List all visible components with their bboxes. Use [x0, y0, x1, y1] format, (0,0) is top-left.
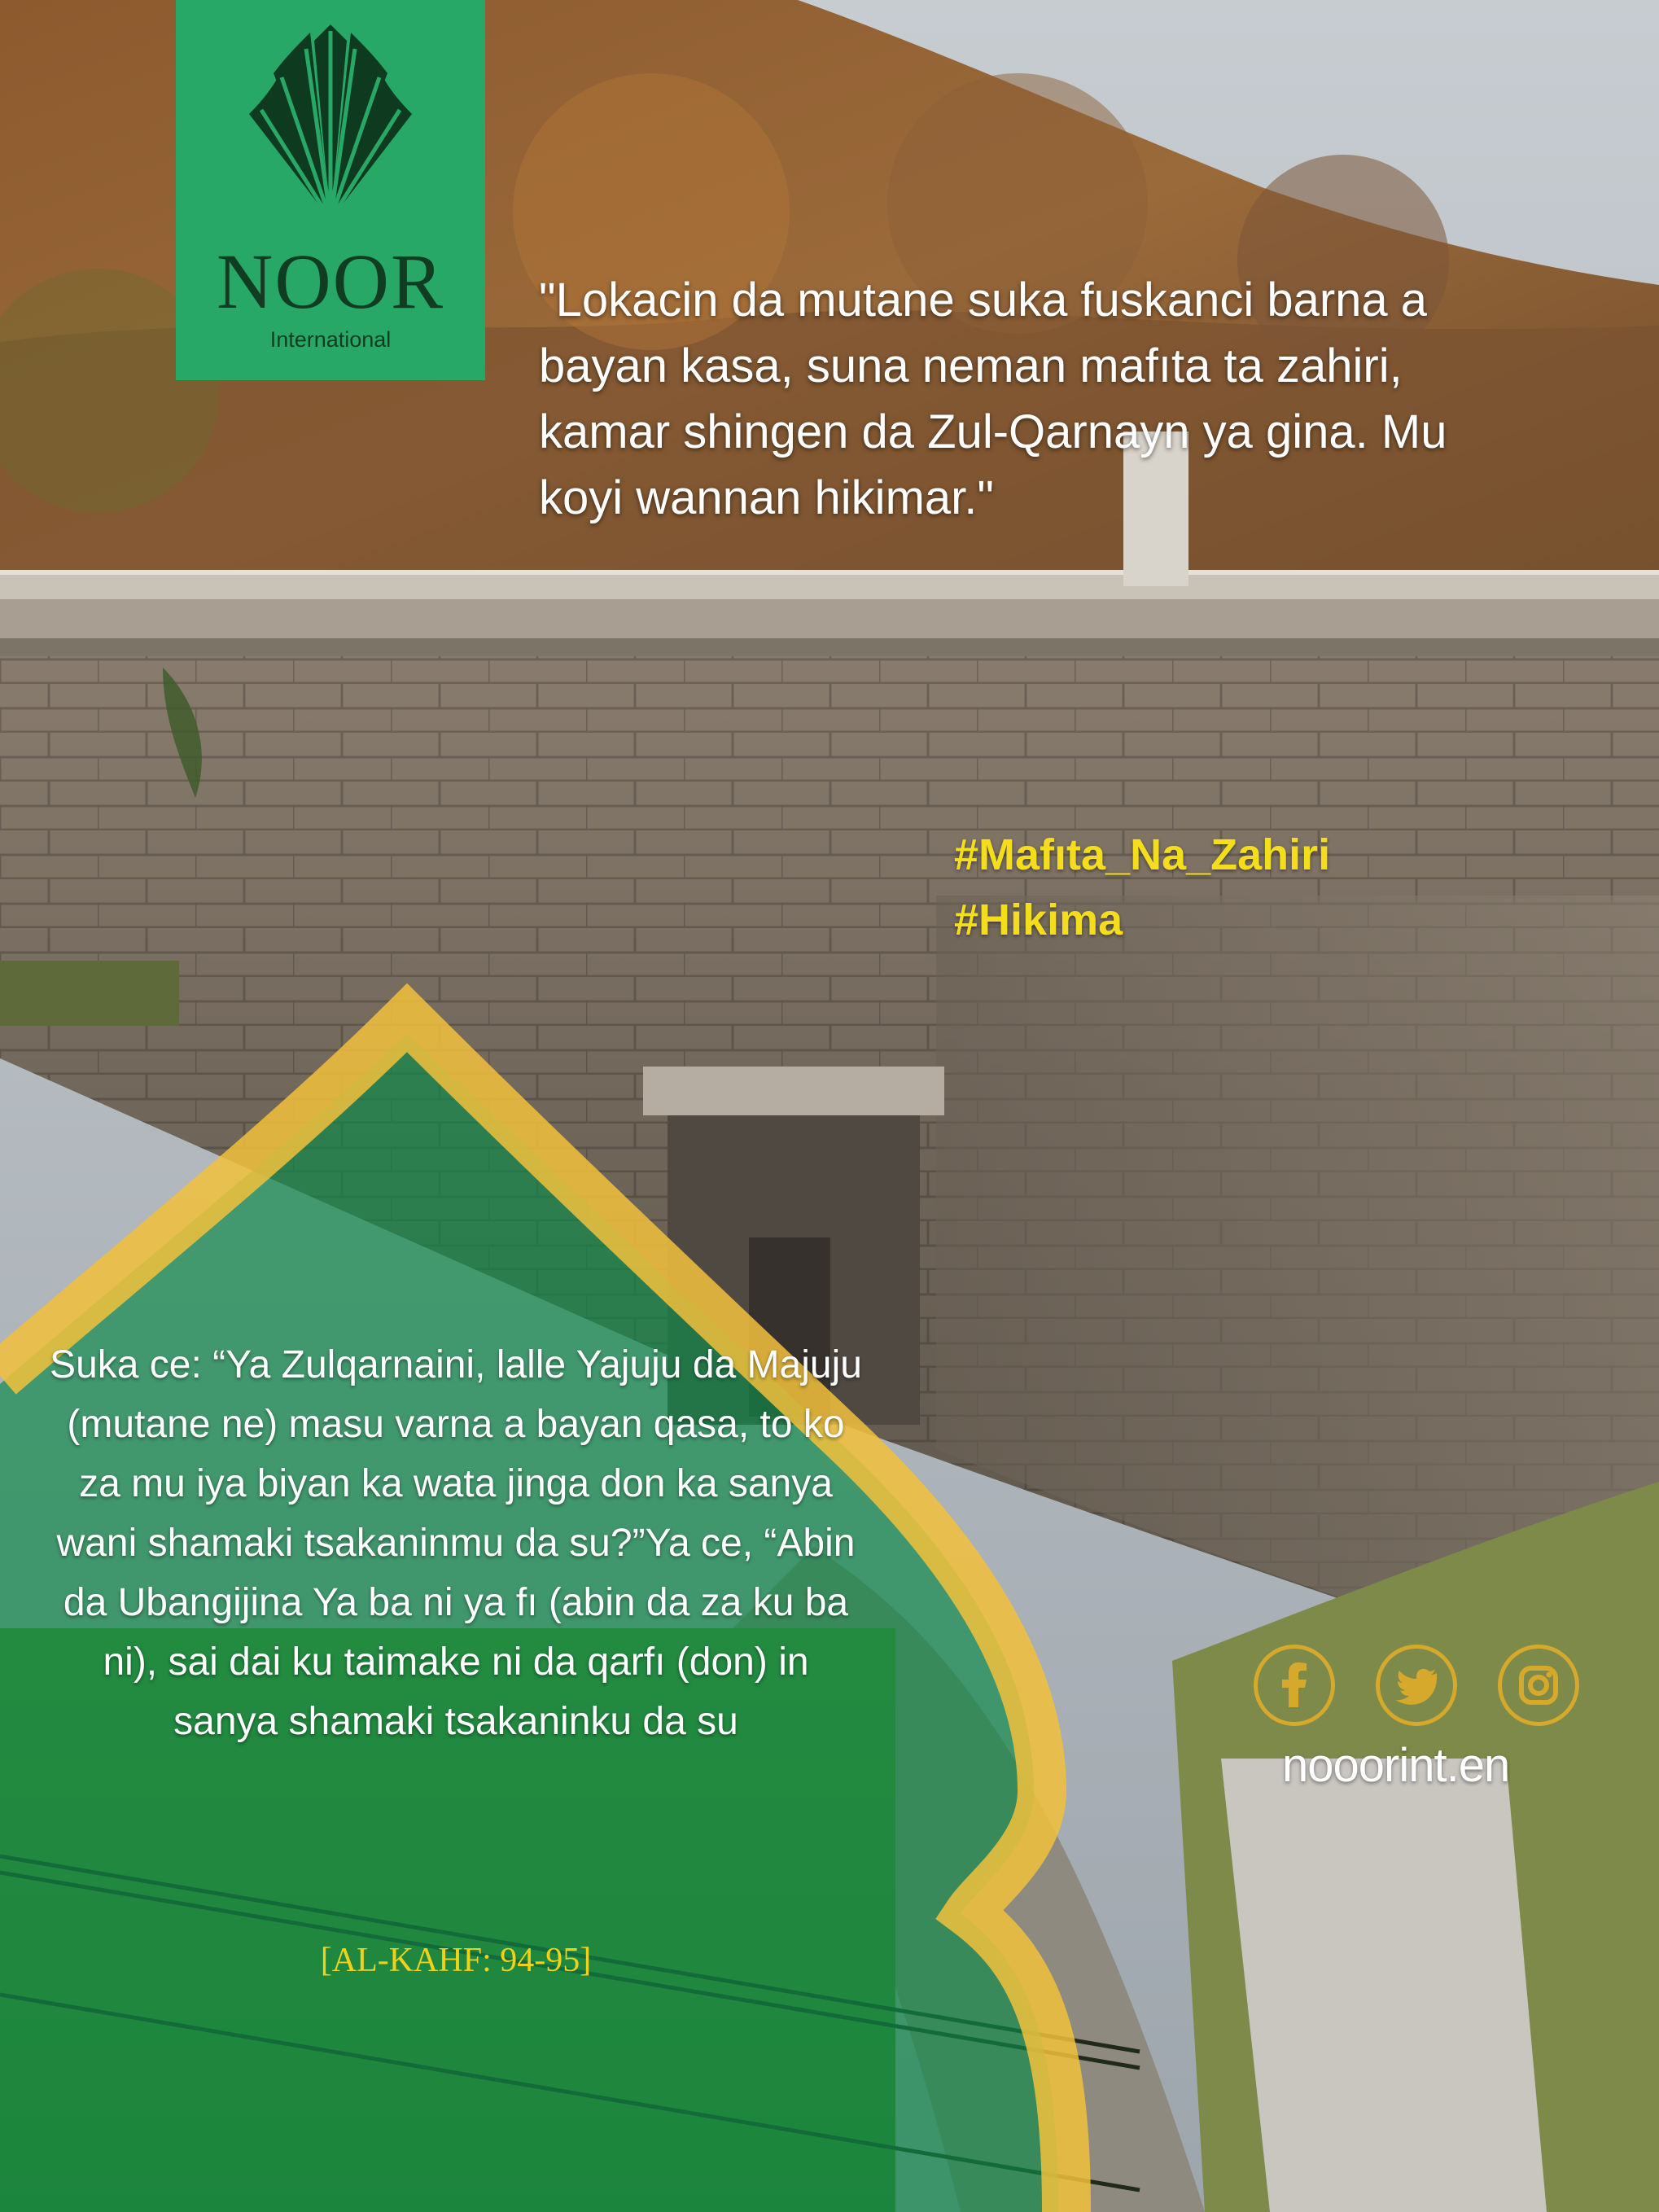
verse-reference: [AL-KAHF: 94-95]: [320, 1942, 592, 1979]
social-icons: [1254, 1645, 1596, 1734]
hashtags: [954, 822, 1442, 953]
brand-name: NOOR: [216, 238, 444, 325]
instagram-icon[interactable]: [1498, 1645, 1579, 1726]
hashtag: #Mafıta_Na_Zahiri: [954, 830, 1331, 879]
twitter-icon[interactable]: [1376, 1645, 1457, 1726]
verse-text: Suka ce: “Ya Zulqarnaini, lalle Yajuju da Majuju (mutane ne) masu varna a bayan qasa, to ko za mu iya biyan ka wata jinga don ka sanya wani shamaki tsakaninmu da su?”Ya ce, “Abin da Ubangijina Ya ba ni ya fı (abin da za ku ba ni), sai dai ku taimake ni da qarfı (don) in sanya shamaki tsakaninku da su: [50, 1343, 862, 1743]
palm-fan-icon: [241, 24, 420, 228]
noor-logo: [176, 0, 485, 380]
hashtag: #Hikima: [954, 896, 1123, 944]
facebook-icon[interactable]: [1254, 1645, 1335, 1726]
top-quote: "Lokacin da mutane suka fuskanci barna a bayan kasa, suna neman mafıta ta zahiri, kamar shingen da Zul-Qarnayn ya gina. Mu koyi wannan hikimar.": [539, 274, 1447, 524]
social-handle[interactable]: nooorint.en: [1282, 1739, 1510, 1792]
brand-subtitle: International: [269, 327, 392, 352]
